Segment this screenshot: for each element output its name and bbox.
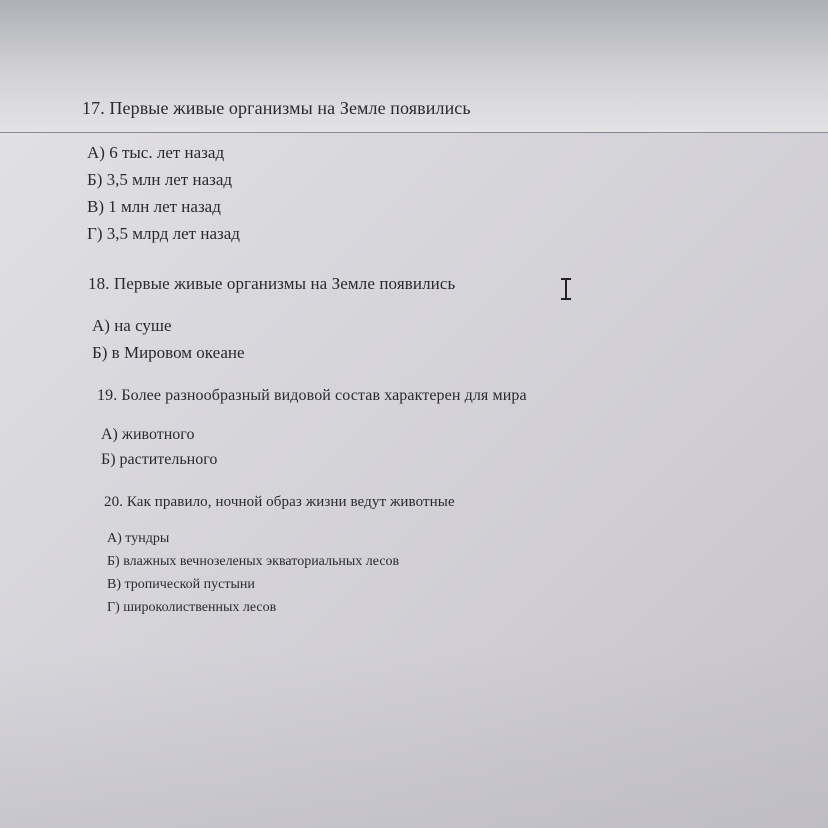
question-title: 18. Первые живые организмы на Земле появились xyxy=(88,274,456,293)
answer-option: В) 1 млн лет назад xyxy=(87,197,221,216)
answer-option: Б) влажных вечнозеленых экваториальных лесов xyxy=(107,554,400,569)
answer-options xyxy=(107,527,455,619)
answer-option: А) животного xyxy=(101,426,195,443)
answer-options xyxy=(92,312,455,366)
question-title: 20. Как правило, ночной образ жизни ведут животные xyxy=(104,494,455,510)
question-title: 17. Первые живые организмы на Земле появились xyxy=(82,98,471,118)
answer-option: Б) 3,5 млн лет назад xyxy=(87,170,233,189)
text-cursor-icon xyxy=(558,277,574,301)
answer-option: А) тундры xyxy=(107,531,170,546)
answer-options xyxy=(87,139,471,247)
answer-option: Б) растительного xyxy=(101,451,218,468)
answer-option: А) на суше xyxy=(92,316,172,335)
question-title: 19. Более разнообразный видовой состав характерен для мира xyxy=(97,387,527,404)
question-17 xyxy=(82,98,471,247)
question-19 xyxy=(97,387,527,472)
answer-option: Г) 3,5 млрд лет назад xyxy=(87,224,240,243)
question-18 xyxy=(88,274,455,366)
answer-option: Г) широколиственных лесов xyxy=(107,600,277,615)
answer-options xyxy=(101,422,527,472)
answer-option: В) тропической пустыни xyxy=(107,577,255,592)
answer-option: А) 6 тыс. лет назад xyxy=(87,143,225,162)
answer-option: Б) в Мировом океане xyxy=(92,343,245,362)
question-20 xyxy=(104,494,455,619)
